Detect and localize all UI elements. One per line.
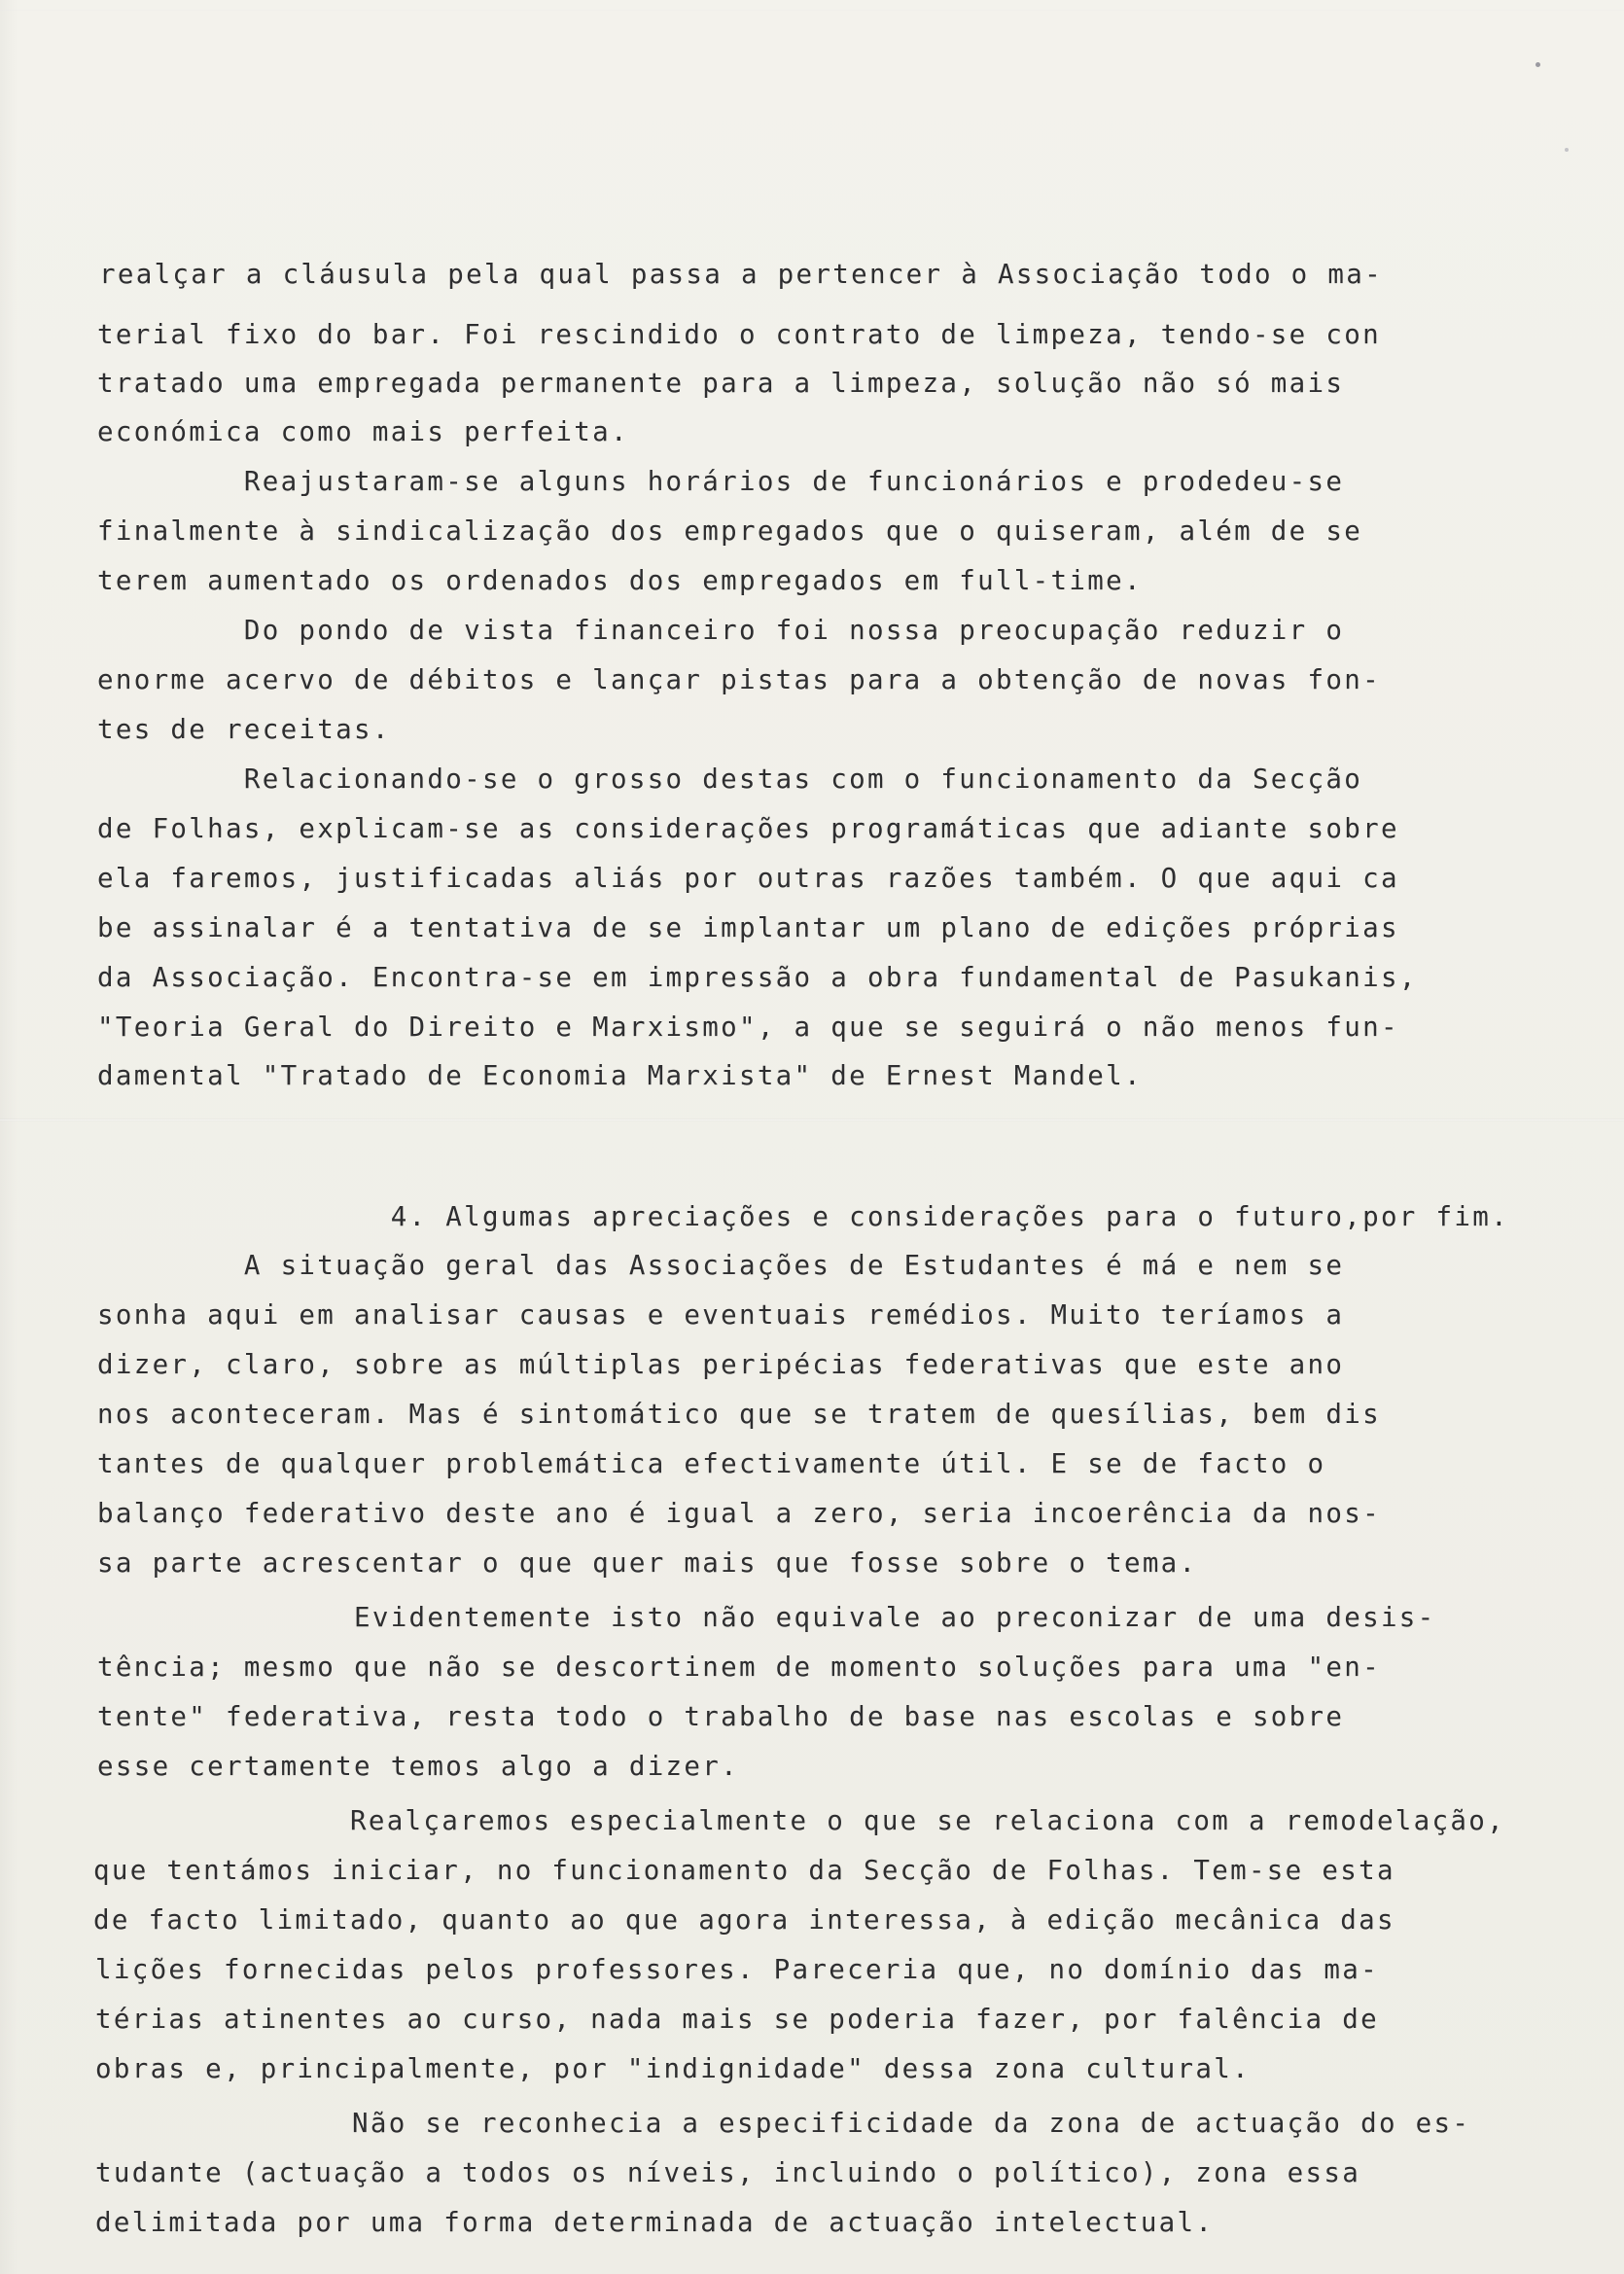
text-line: terem aumentado os ordenados dos empregados em full-time. bbox=[97, 565, 1143, 596]
text-line: da Associação. Encontra-se em impressão a obra fundamental de Pasukanis, bbox=[97, 962, 1418, 993]
text-line: Evidentemente isto não equivale ao preconizar de uma desis- bbox=[97, 1602, 1436, 1633]
text-line: 4. Algumas apreciações e considerações para o futuro,por fim. bbox=[97, 1201, 1509, 1232]
text-line: damental "Tratado de Economia Marxista" de Ernest Mandel. bbox=[97, 1060, 1143, 1091]
text-line: be assinalar é a tentativa de se implantar um plano de edições próprias bbox=[97, 912, 1399, 943]
text-line: tente" federativa, resta todo o trabalho de base nas escolas e sobre bbox=[97, 1701, 1345, 1732]
text-line: obras e, principalmente, por "indignidade" dessa zona cultural. bbox=[95, 2053, 1251, 2084]
text-line: Reajustaram-se alguns horários de funcionários e prodedeu-se bbox=[97, 466, 1345, 497]
text-line: balanço federativo deste ano é igual a zero, seria incoerência da nos- bbox=[97, 1498, 1381, 1529]
text-line: delimitada por uma forma determinada de actuação intelectual. bbox=[95, 2207, 1215, 2238]
text-line: tes de receitas. bbox=[97, 714, 391, 745]
text-line: "Teoria Geral do Direito e Marxismo", a que se seguirá o não menos fun- bbox=[97, 1012, 1399, 1043]
text-line: que tentámos iniciar, no funcionamento da Secção de Folhas. Tem-se esta bbox=[93, 1855, 1395, 1886]
text-line: Realçaremos especialmente o que se relaciona com a remodelação, bbox=[93, 1805, 1505, 1836]
text-line: Não se reconhecia a especificidade da zona de actuação do es- bbox=[95, 2108, 1471, 2139]
text-line: realçar a cláusula pela qual passa a pertencer à Associação todo o ma- bbox=[99, 259, 1383, 290]
text-line: tudante (actuação a todos os níveis, incluindo o político), zona essa bbox=[95, 2157, 1361, 2188]
text-line: esse certamente temos algo a dizer. bbox=[97, 1751, 739, 1782]
text-line: enorme acervo de débitos e lançar pistas para a obtenção de novas fon- bbox=[97, 664, 1381, 695]
text-line: tantes de qualquer problemática efectivamente útil. E se de facto o bbox=[97, 1448, 1326, 1479]
text-line: ela faremos, justificadas aliás por outras razões também. O que aqui ca bbox=[97, 863, 1399, 894]
paper-edge bbox=[0, 10, 1624, 11]
text-line: nos aconteceram. Mas é sintomático que se tratem de quesílias, bem dis bbox=[97, 1399, 1381, 1430]
text-line: Do pondo de vista financeiro foi nossa preocupação reduzir o bbox=[97, 615, 1345, 646]
text-line: sa parte acrescentar o que quer mais que fosse sobre o tema. bbox=[97, 1547, 1198, 1579]
text-line: terial fixo do bar. Foi rescindido o contrato de limpeza, tendo-se con bbox=[97, 319, 1381, 350]
text-line: A situação geral das Associações de Estudantes é má e nem se bbox=[97, 1250, 1345, 1281]
text-line: de facto limitado, quanto ao que agora interessa, à edição mecânica das bbox=[93, 1904, 1395, 1936]
text-line: de Folhas, explicam-se as considerações programáticas que adiante sobre bbox=[97, 813, 1399, 844]
text-line: económica como mais perfeita. bbox=[97, 416, 629, 447]
text-line: finalmente à sindicalização dos empregados que o quiseram, além de se bbox=[97, 515, 1363, 547]
text-line: térias atinentes ao curso, nada mais se poderia fazer, por falência de bbox=[95, 2004, 1379, 2035]
paper-speck bbox=[1536, 62, 1540, 67]
paper-fold-line bbox=[0, 1119, 1624, 1121]
text-line: Relacionando-se o grosso destas com o funcionamento da Secção bbox=[97, 764, 1363, 795]
text-line: lições fornecidas pelos professores. Pareceria que, no domínio das ma- bbox=[95, 1954, 1379, 1985]
text-line: dizer, claro, sobre as múltiplas peripécias federativas que este ano bbox=[97, 1349, 1345, 1380]
paper-speck bbox=[1565, 148, 1569, 152]
text-line: tratado uma empregada permanente para a limpeza, solução não só mais bbox=[97, 368, 1345, 399]
text-line: sonha aqui em analisar causas e eventuais remédios. Muito teríamos a bbox=[97, 1299, 1345, 1331]
text-line: tência; mesmo que não se descortinem de momento soluções para uma "en- bbox=[97, 1652, 1381, 1683]
